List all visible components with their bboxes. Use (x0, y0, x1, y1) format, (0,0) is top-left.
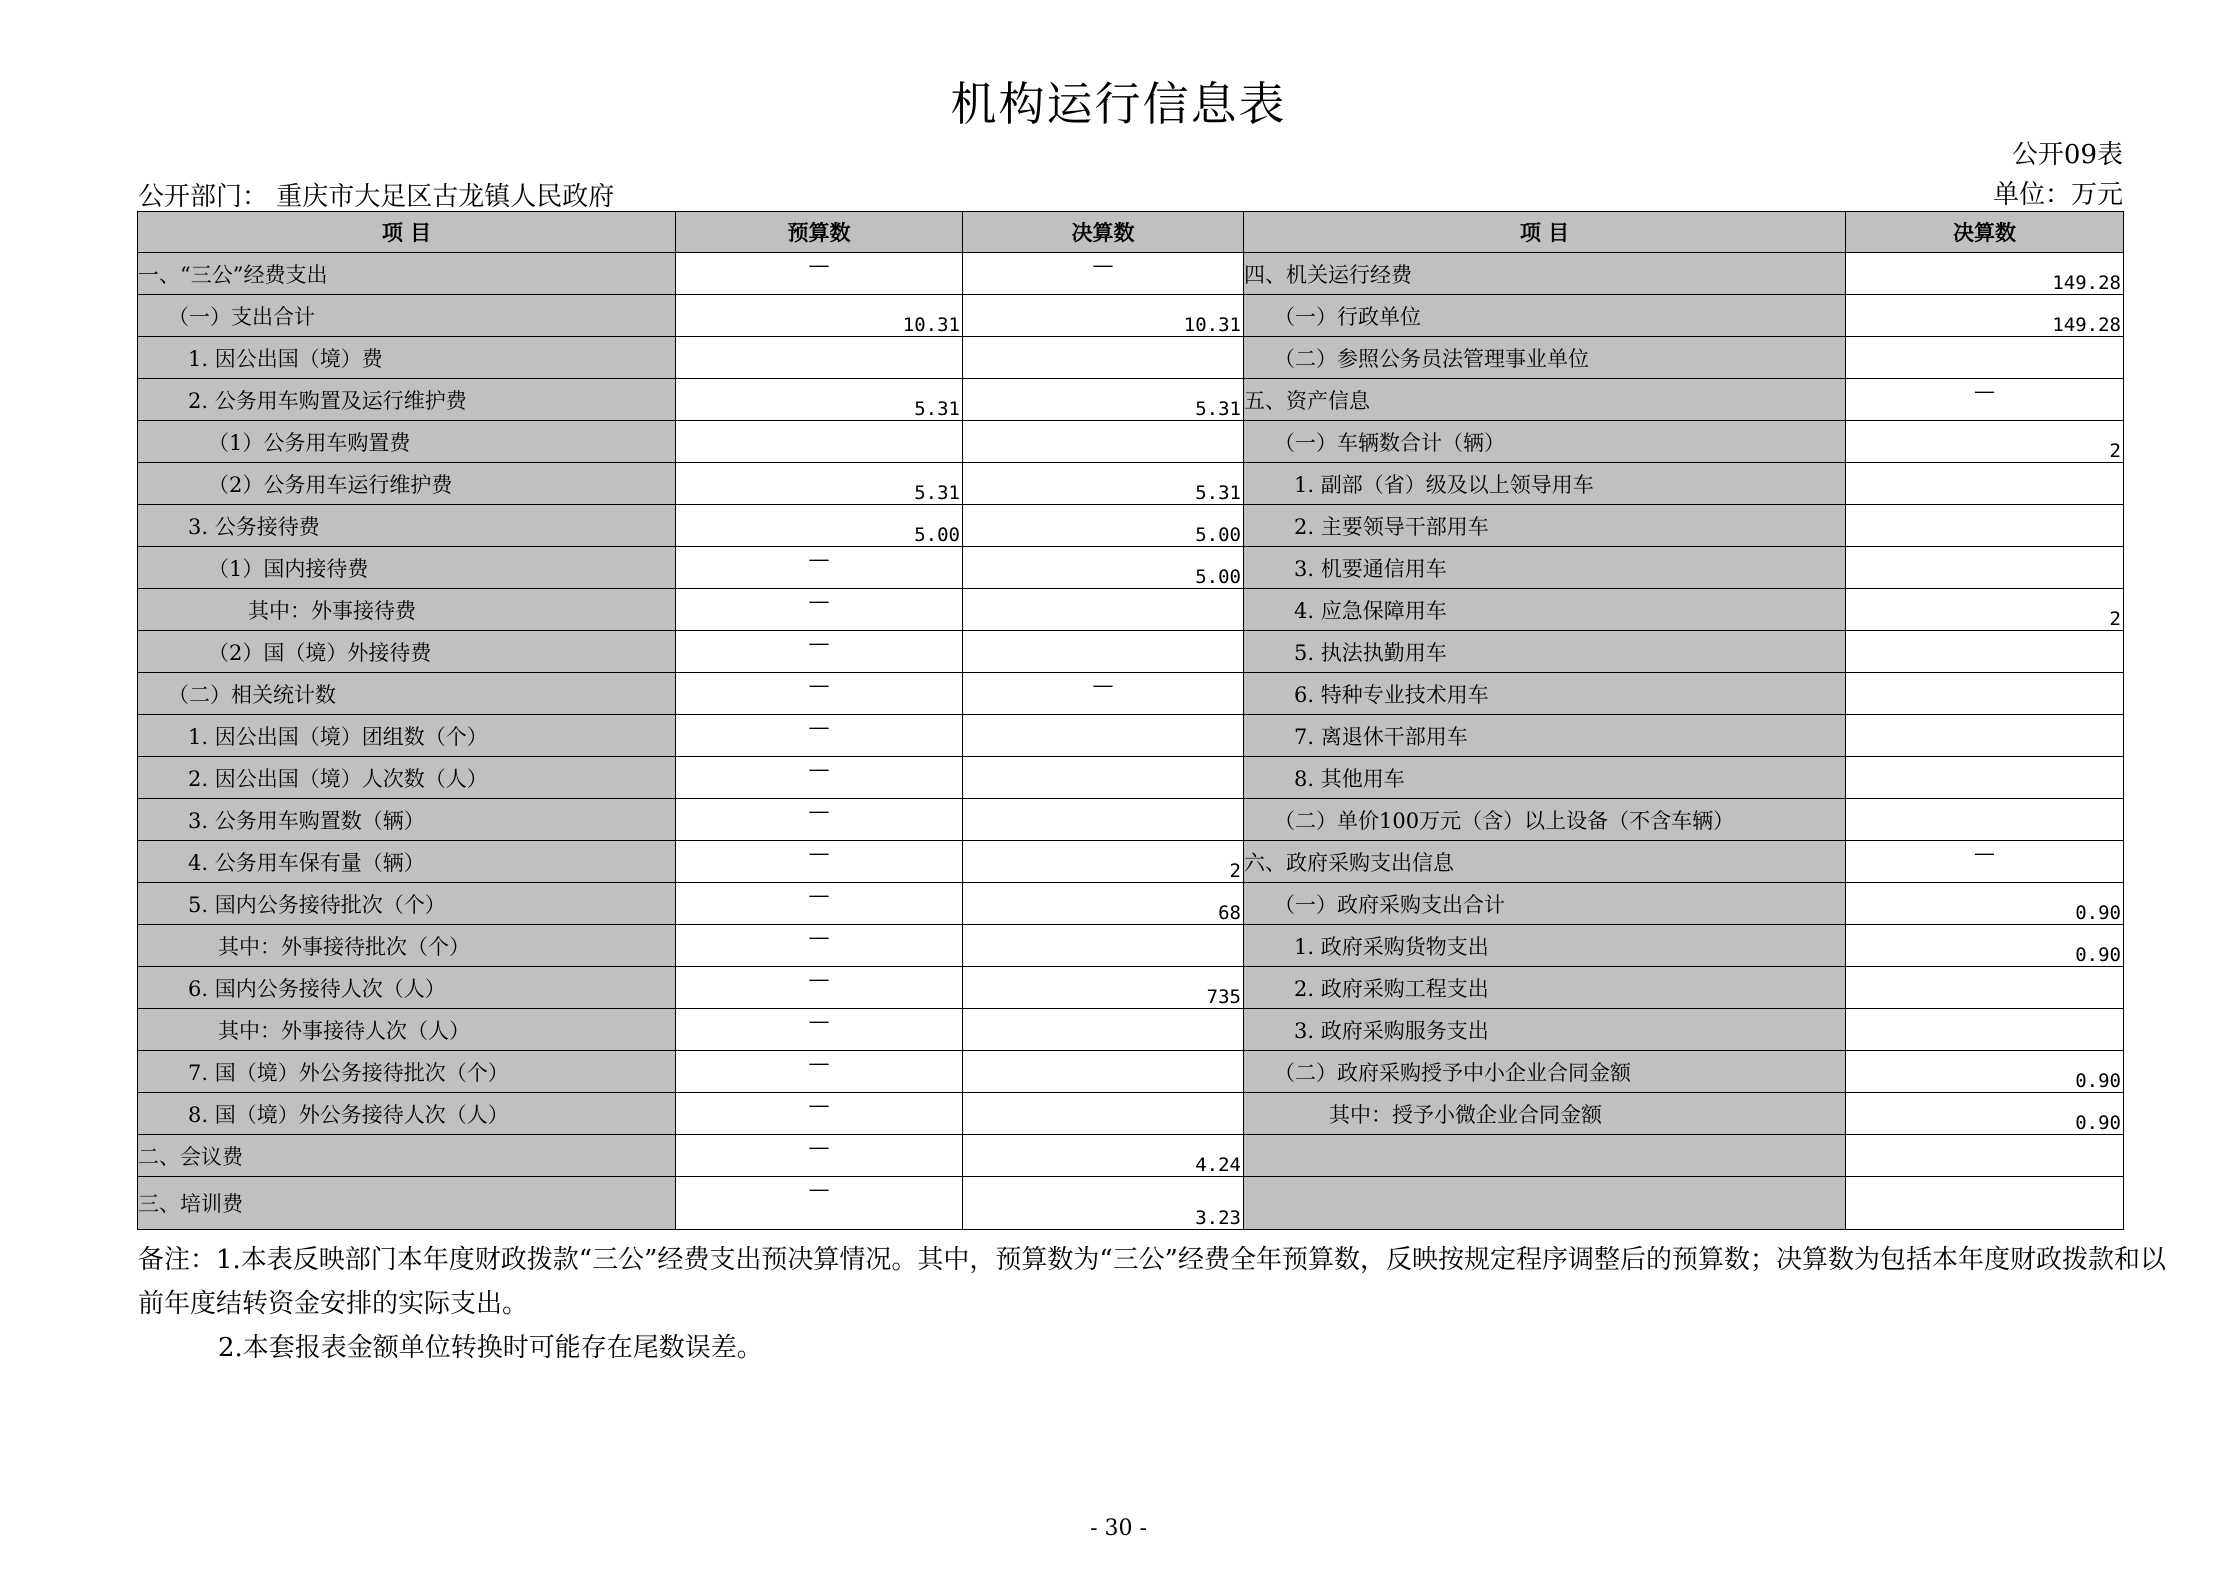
final-left-cell: 5.00 (963, 505, 1244, 547)
item-right-cell: 四、机关运行经费 (1244, 253, 1846, 295)
header-final-left: 决算数 (963, 212, 1244, 253)
item-right-cell (1244, 1177, 1846, 1230)
final-left-cell (963, 1093, 1244, 1135)
budget-cell: — (676, 1177, 963, 1230)
table-row (138, 295, 2124, 337)
item-left-cell: 2. 公务用车购置及运行维护费 (138, 379, 676, 421)
item-right-cell (1244, 1135, 1846, 1177)
header-final-right: 决算数 (1846, 212, 2124, 253)
final-left-cell: 3.23 (963, 1177, 1244, 1230)
item-right-cell: （二）参照公务员法管理事业单位 (1244, 337, 1846, 379)
final-right-cell (1846, 757, 2124, 799)
item-left-cell: 其中：外事接待费 (138, 589, 676, 631)
budget-cell: — (676, 631, 963, 673)
header-item-left: 项 目 (138, 212, 676, 253)
budget-cell: — (676, 589, 963, 631)
budget-cell: 5.31 (676, 463, 963, 505)
table-body (138, 253, 2124, 1230)
budget-cell: — (676, 1135, 963, 1177)
item-left-cell: （2）国（境）外接待费 (138, 631, 676, 673)
table-row (138, 547, 2124, 589)
table-row (138, 379, 2124, 421)
table-row (138, 463, 2124, 505)
final-right-cell: 2 (1846, 421, 2124, 463)
budget-cell: — (676, 1093, 963, 1135)
final-left-cell (963, 799, 1244, 841)
table-row (138, 967, 2124, 1009)
final-right-cell: 149.28 (1846, 253, 2124, 295)
item-right-cell: 3. 机要通信用车 (1244, 547, 1846, 589)
budget-cell: 5.00 (676, 505, 963, 547)
item-left-cell: （二）相关统计数 (138, 673, 676, 715)
budget-cell: — (676, 841, 963, 883)
budget-cell (676, 421, 963, 463)
item-right-cell: （一）行政单位 (1244, 295, 1846, 337)
note-line-1: 备注：1.本表反映部门本年度财政拨款“三公”经费支出预决算情况。其中，预算数为“三公”经费全年预算数，反映按规定程序调整后的预算数；决算数为包括本年度财政拨款和以前年度结转资金安排的实际支出。 (138, 1245, 2166, 1319)
table-row (138, 1009, 2124, 1051)
item-left-cell: （一）支出合计 (138, 295, 676, 337)
final-right-cell: 0.90 (1846, 1093, 2124, 1135)
item-right-cell: 2. 政府采购工程支出 (1244, 967, 1846, 1009)
final-right-cell (1846, 547, 2124, 589)
header-item-right: 项 目 (1244, 212, 1846, 253)
table-row (138, 925, 2124, 967)
table-header-row (138, 212, 2124, 253)
final-right-cell (1846, 799, 2124, 841)
item-right-cell: 3. 政府采购服务支出 (1244, 1009, 1846, 1051)
item-left-cell: 其中：外事接待批次（个） (138, 925, 676, 967)
budget-cell: — (676, 547, 963, 589)
final-left-cell (963, 1009, 1244, 1051)
final-right-cell (1846, 463, 2124, 505)
budget-cell: — (676, 757, 963, 799)
final-right-cell (1846, 1009, 2124, 1051)
item-left-cell: 三、培训费 (138, 1177, 676, 1230)
final-left-cell: 5.31 (963, 379, 1244, 421)
item-right-cell: 5. 执法执勤用车 (1244, 631, 1846, 673)
item-left-cell: 3. 公务接待费 (138, 505, 676, 547)
item-left-cell: 4. 公务用车保有量（辆） (138, 841, 676, 883)
budget-cell: — (676, 1051, 963, 1093)
item-left-cell: 一、“三公”经费支出 (138, 253, 676, 295)
final-left-cell: 10.31 (963, 295, 1244, 337)
item-right-cell: 6. 特种专业技术用车 (1244, 673, 1846, 715)
item-right-cell: 4. 应急保障用车 (1244, 589, 1846, 631)
final-left-cell: 4.24 (963, 1135, 1244, 1177)
department-label: 公开部门： 重庆市大足区古龙镇人民政府 (138, 182, 615, 212)
item-right-cell: （一）政府采购支出合计 (1244, 883, 1846, 925)
final-left-cell (963, 421, 1244, 463)
budget-cell: — (676, 673, 963, 715)
item-right-cell: 五、资产信息 (1244, 379, 1846, 421)
table-row (138, 841, 2124, 883)
table-row (138, 631, 2124, 673)
item-right-cell: 7. 离退休干部用车 (1244, 715, 1846, 757)
budget-cell: — (676, 967, 963, 1009)
final-left-cell (963, 337, 1244, 379)
final-left-cell: 2 (963, 841, 1244, 883)
final-right-cell (1846, 1177, 2124, 1230)
final-right-cell: — (1846, 841, 2124, 883)
final-right-cell: 0.90 (1846, 1051, 2124, 1093)
final-left-cell (963, 715, 1244, 757)
budget-cell: — (676, 715, 963, 757)
table-row (138, 589, 2124, 631)
final-right-cell (1846, 505, 2124, 547)
final-right-cell: 149.28 (1846, 295, 2124, 337)
final-right-cell (1846, 631, 2124, 673)
final-left-cell (963, 925, 1244, 967)
item-left-cell: 7. 国（境）外公务接待批次（个） (138, 1051, 676, 1093)
table-number: 公开09表 (2011, 140, 2123, 170)
table-row (138, 421, 2124, 463)
item-left-cell: 3. 公务用车购置数（辆） (138, 799, 676, 841)
item-left-cell: 二、会议费 (138, 1135, 676, 1177)
table-row (138, 253, 2124, 295)
item-left-cell: 5. 国内公务接待批次（个） (138, 883, 676, 925)
item-left-cell: 其中：外事接待人次（人） (138, 1009, 676, 1051)
final-left-cell (963, 1051, 1244, 1093)
final-left-cell: — (963, 673, 1244, 715)
final-right-cell (1846, 673, 2124, 715)
unit-label: 单位：万元 (1992, 180, 2123, 210)
item-right-cell: （一）车辆数合计（辆） (1244, 421, 1846, 463)
final-right-cell (1846, 1135, 2124, 1177)
budget-cell: — (676, 925, 963, 967)
page-number: - 30 - (1090, 1516, 1147, 1541)
final-right-cell: 0.90 (1846, 883, 2124, 925)
table-row (138, 505, 2124, 547)
item-right-cell: 1. 政府采购货物支出 (1244, 925, 1846, 967)
header-budget: 预算数 (676, 212, 963, 253)
final-right-cell: — (1846, 379, 2124, 421)
item-left-cell: （1）国内接待费 (138, 547, 676, 589)
final-left-cell (963, 589, 1244, 631)
item-right-cell: 1. 副部（省）级及以上领导用车 (1244, 463, 1846, 505)
final-left-cell (963, 757, 1244, 799)
final-right-cell (1846, 967, 2124, 1009)
item-left-cell: 6. 国内公务接待人次（人） (138, 967, 676, 1009)
item-left-cell: 1. 因公出国（境）团组数（个） (138, 715, 676, 757)
budget-cell: — (676, 1009, 963, 1051)
final-right-cell (1846, 337, 2124, 379)
final-left-cell: 68 (963, 883, 1244, 925)
budget-cell: — (676, 799, 963, 841)
item-right-cell: 2. 主要领导干部用车 (1244, 505, 1846, 547)
budget-cell: 10.31 (676, 295, 963, 337)
item-right-cell: （二）政府采购授予中小企业合同金额 (1244, 1051, 1846, 1093)
final-right-cell (1846, 715, 2124, 757)
table-row (138, 883, 2124, 925)
notes (138, 1238, 2178, 1370)
budget-cell: — (676, 883, 963, 925)
final-left-cell: 735 (963, 967, 1244, 1009)
table-row (138, 715, 2124, 757)
item-left-cell: 2. 因公出国（境）人次数（人） (138, 757, 676, 799)
table-row (138, 799, 2124, 841)
info-table (137, 211, 2124, 1230)
final-right-cell: 0.90 (1846, 925, 2124, 967)
budget-cell: — (676, 253, 963, 295)
budget-cell (676, 337, 963, 379)
final-left-cell: 5.00 (963, 547, 1244, 589)
final-left-cell: — (963, 253, 1244, 295)
item-left-cell: （1）公务用车购置费 (138, 421, 676, 463)
table-row (138, 673, 2124, 715)
table-row (138, 1093, 2124, 1135)
note-line-2: 2.本套报表金额单位转换时可能存在尾数误差。 (218, 1333, 763, 1363)
item-right-cell: 8. 其他用车 (1244, 757, 1846, 799)
final-left-cell (963, 631, 1244, 673)
table-row (138, 1177, 2124, 1230)
item-left-cell: 8. 国（境）外公务接待人次（人） (138, 1093, 676, 1135)
table-row (138, 1051, 2124, 1093)
final-right-cell: 2 (1846, 589, 2124, 631)
item-left-cell: （2）公务用车运行维护费 (138, 463, 676, 505)
table-row (138, 1135, 2124, 1177)
table-row (138, 757, 2124, 799)
item-right-cell: 六、政府采购支出信息 (1244, 841, 1846, 883)
table-row (138, 337, 2124, 379)
item-left-cell: 1. 因公出国（境）费 (138, 337, 676, 379)
final-left-cell: 5.31 (963, 463, 1244, 505)
item-right-cell: （二）单价100万元（含）以上设备（不含车辆） (1244, 799, 1846, 841)
budget-cell: 5.31 (676, 379, 963, 421)
page-title: 机构运行信息表 (950, 77, 1287, 131)
item-right-cell: 其中：授予小微企业合同金额 (1244, 1093, 1846, 1135)
